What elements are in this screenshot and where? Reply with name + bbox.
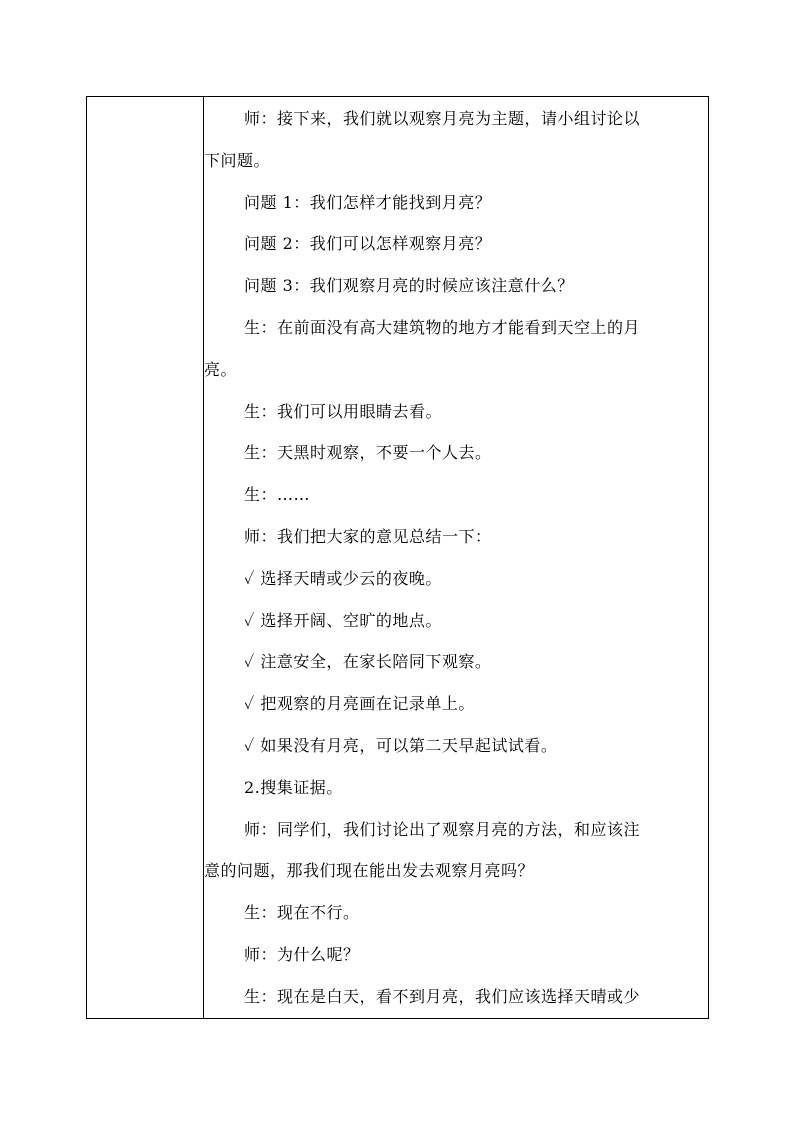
text-line: ✓ 如果没有月亮，可以第二天早起试试看。 [244,735,558,755]
text-line: 师：接下来，我们就以观察月亮为主题，请小组讨论以 [244,109,641,128]
text-line: 问题 3：我们观察月亮的时候应该注意什么？ [244,276,574,296]
text-line: 问题 1：我们怎样才能找到月亮？ [244,192,492,212]
text-line: ✓ 选择天晴或少云的夜晚。 [244,568,442,588]
text-line: 师：我们把大家的意见总结一下： [244,526,492,546]
text-line: 师：为什么呢？ [244,944,360,964]
text-line: 意的问题，那我们现在能出发去观察月亮吗？ [204,861,535,881]
text-line: ✓ 选择开阔、空旷的地点。 [244,610,442,630]
text-line: ✓ 把观察的月亮画在记录单上。 [244,694,475,714]
text-line: ✓ 注意安全，在家长陪同下观察。 [244,652,492,672]
text-line: 生：在前面没有高大建筑物的地方才能看到天空上的月 [244,317,641,337]
dialogue-text [204,98,708,1018]
text-line: 生：我们可以用眼睛去看。 [244,401,443,421]
text-line: 生：…… [244,485,311,505]
content-cell [204,97,709,1019]
text-line: 生：现在是白天，看不到月亮，我们应该选择天晴或少 [244,986,641,1006]
text-line: 亮。 [204,359,238,379]
text-line: 下问题。 [204,150,271,170]
text-line: 生：现在不行。 [244,903,360,923]
text-line: 问题 2：我们可以怎样观察月亮？ [244,234,492,254]
left-column-cell [87,97,204,1019]
text-line: 师：同学们，我们讨论出了观察月亮的方法，和应该注 [244,819,641,839]
text-line: 2.搜集证据。 [244,777,343,797]
text-line: 生：天黑时观察，不要一个人去。 [244,443,492,463]
lesson-table [86,96,709,1019]
